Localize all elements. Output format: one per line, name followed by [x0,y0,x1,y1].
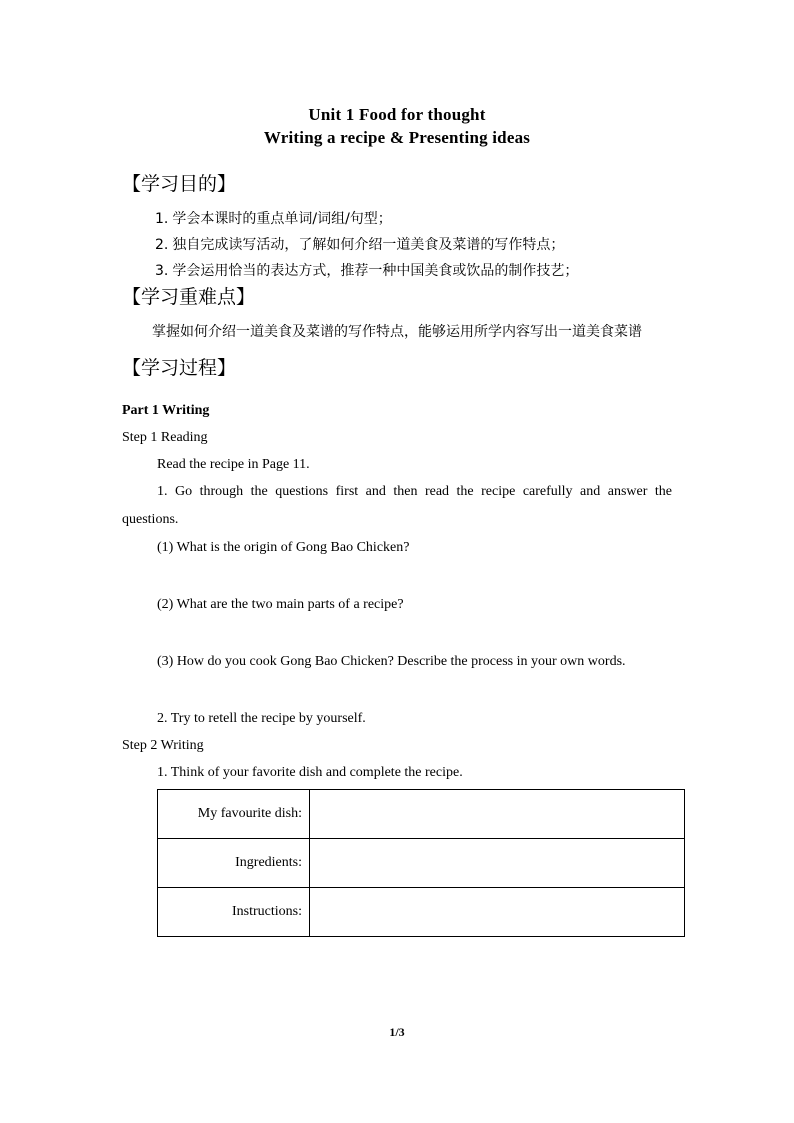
recipe-table [157,789,685,937]
question-1: (1) What is the origin of Gong Bao Chicken? [157,540,410,555]
table-row-input[interactable] [310,839,685,888]
spacer [122,310,672,319]
question-2: (2) What are the two main parts of a recipe? [157,597,404,612]
answer-space-3 [122,675,672,705]
step-1-instruction: 1. Go through the questions first and then read the recipe carefully and answer the questions. [122,484,672,527]
objectives-list [122,206,672,284]
section-heading-key-points: 【学习重难点】 [122,286,256,308]
step-2-instruction: 1. Think of your favorite dish and complete the recipe. [157,765,463,780]
list-item [122,258,672,284]
step-1-title: Step 1 Reading [122,430,208,445]
list-item [122,206,672,232]
spacer [122,381,672,397]
list-item-number: 3. [155,263,169,279]
document-body [122,0,672,937]
section-heading-objectives: 【学习目的】 [122,173,237,195]
table-row-label: Instructions: [158,888,310,937]
table-row [158,839,685,888]
title-line-2: Writing a recipe & Presenting ideas [263,128,531,147]
list-item-label: 学会本课时的重点单词/词组/句型； [172,211,392,227]
answer-space-2 [122,618,672,648]
spacer [122,346,672,355]
section-heading-process: 【学习过程】 [122,357,237,379]
list-item-label: 独自完成读写活动，了解如何介绍一道美食及菜谱的写作特点； [172,237,565,253]
step-1-read-line: Read the recipe in Page 11. [157,457,310,472]
key-points-paragraph: 掌握如何介绍一道美食及菜谱的写作特点，能够运用所学内容写出一道美食菜谱 [152,324,642,340]
part-1-title: Part 1 Writing [122,403,210,418]
table-row [158,888,685,937]
page-footer: 1/3 [389,1025,405,1039]
title-line-1: Unit 1 Food for thought [308,105,486,124]
page-title [122,103,672,149]
step-2-title: Step 2 Writing [122,738,204,753]
table-row-label: Ingredients: [158,839,310,888]
table-row [158,790,685,839]
list-item-number: 1. [155,211,169,227]
answer-space-1 [122,561,672,591]
list-item [122,232,672,258]
question-3: (3) How do you cook Gong Bao Chicken? Describe the process in your own words. [157,654,626,669]
list-item-number: 2. [155,237,169,253]
table-row-label: My favourite dish: [158,790,310,839]
list-item-label: 学会运用恰当的表达方式，推荐一种中国美食或饮品的制作技艺； [172,263,579,279]
spacer [122,149,672,171]
spacer [122,197,672,206]
retell-line: 2. Try to retell the recipe by yourself. [157,711,366,726]
table-row-input[interactable] [310,888,685,937]
table-row-input[interactable] [310,790,685,839]
